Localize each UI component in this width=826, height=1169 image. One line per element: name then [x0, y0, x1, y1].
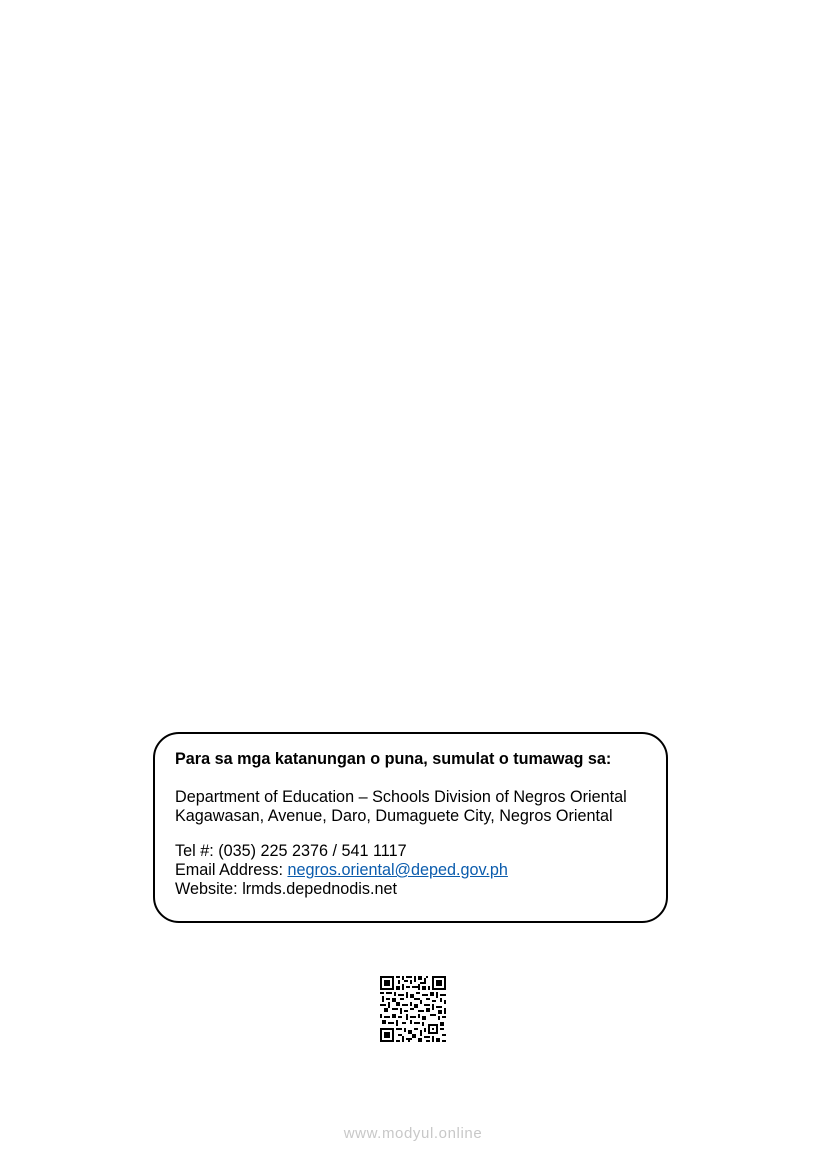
email-line	[175, 861, 508, 880]
telephone-line	[175, 842, 407, 861]
email-label: Email Address:	[175, 861, 283, 879]
website-label: Website:	[175, 880, 238, 898]
telephone-number: (035) 225 2376 / 541 1117	[218, 842, 407, 860]
contact-box	[153, 732, 668, 923]
qr-code-icon	[380, 976, 446, 1042]
watermark-text: www.modyul.online	[343, 1125, 483, 1142]
department-address: Kagawasan, Avenue, Daro, Dumaguete City, Negros Oriental	[175, 807, 613, 825]
contact-heading: Para sa mga katanungan o puna, sumulat o tumawag sa:	[175, 750, 612, 768]
website-url: lrmds.depednodis.net	[242, 880, 397, 898]
department-name: Department of Education – Schools Division of Negros Oriental	[175, 788, 627, 806]
website-line	[175, 880, 397, 899]
telephone-label: Tel #:	[175, 842, 214, 860]
email-link[interactable]: negros.oriental@deped.gov.ph	[287, 861, 508, 879]
